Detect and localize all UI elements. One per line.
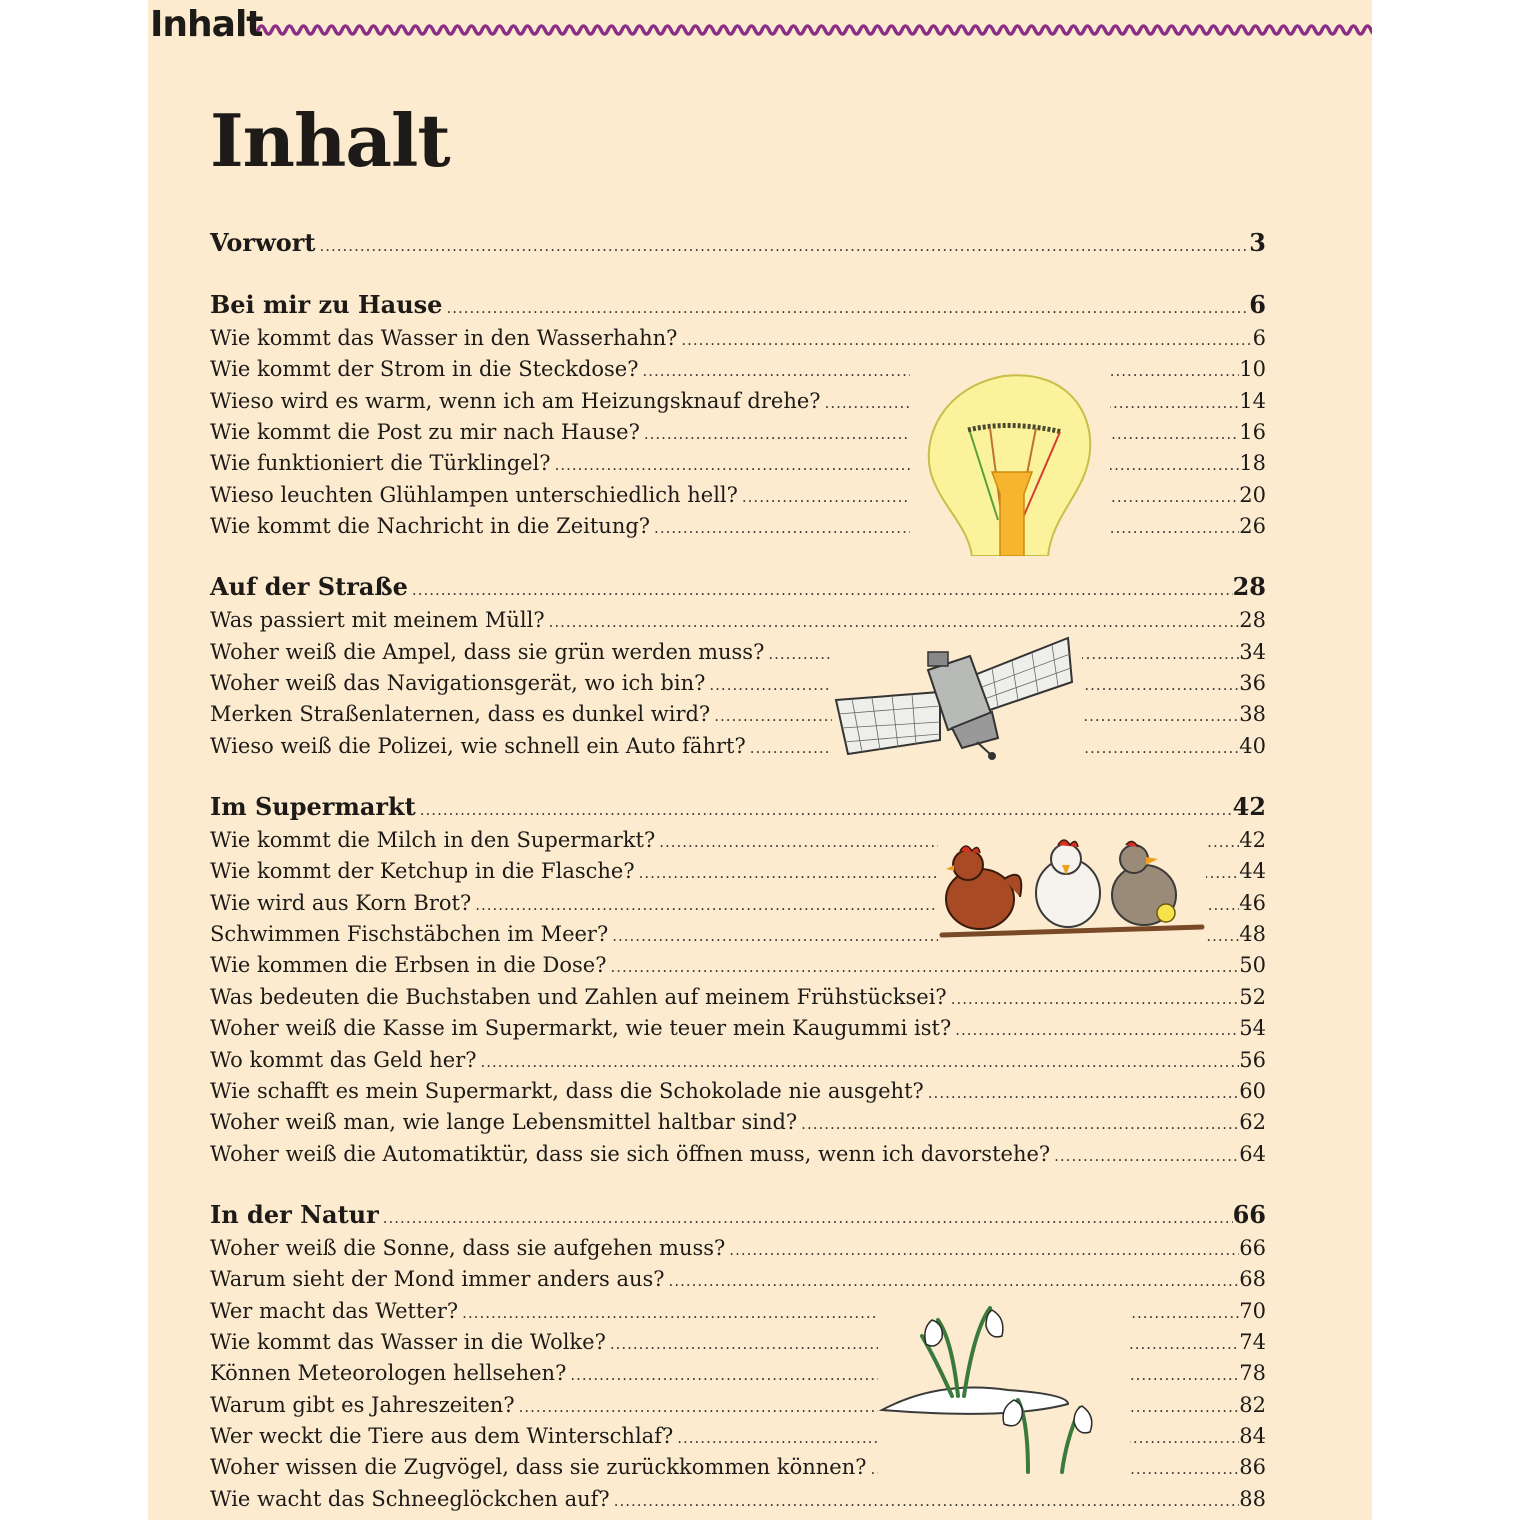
toc-entry-page: 20 xyxy=(1239,483,1266,507)
toc-entry-page: 56 xyxy=(1239,1048,1266,1072)
toc-entry-label: Wie kommt der Strom in die Steckdose? xyxy=(210,357,639,381)
toc-entry-page: 54 xyxy=(1239,1016,1266,1040)
page-title: Inhalt xyxy=(210,98,450,183)
toc-entry-page: 40 xyxy=(1239,734,1266,758)
dot-leader xyxy=(545,613,1240,631)
toc-section-heading[interactable] xyxy=(210,290,1266,324)
toc-section-page: 3 xyxy=(1249,228,1266,257)
toc-entry-page: 14 xyxy=(1239,389,1266,413)
toc-entry-label: Wie kommt das Wasser in den Wasserhahn? xyxy=(210,326,678,350)
dot-leader xyxy=(951,1021,1239,1039)
toc-entry-label: Wie kommt das Wasser in die Wolke? xyxy=(210,1330,606,1354)
toc-entry[interactable] xyxy=(210,1079,1266,1109)
toc-section-label: Im Supermarkt xyxy=(210,792,416,821)
dot-leader xyxy=(1050,1147,1239,1165)
dot-leader xyxy=(725,1241,1239,1259)
toc-entry-page: 66 xyxy=(1239,1236,1266,1260)
toc-entry-page: 26 xyxy=(1239,514,1266,538)
toc-entry-label: Wie kommt der Ketchup in die Flasche? xyxy=(210,859,635,883)
toc-entry-label: Wieso wird es warm, wenn ich am Heizungsknauf drehe? xyxy=(210,389,821,413)
toc-entry-label: Wie wacht das Schneeglöckchen auf? xyxy=(210,1487,610,1511)
toc-entry-label: Wer weckt die Tiere aus dem Winterschlaf? xyxy=(210,1424,674,1448)
toc-entry-label: Woher weiß die Ampel, dass sie grün werden muss? xyxy=(210,640,765,664)
dot-leader xyxy=(947,990,1240,1008)
dot-leader xyxy=(665,1272,1240,1290)
toc-entry[interactable] xyxy=(210,326,1266,356)
toc-entry-label: Was passiert mit meinem Müll? xyxy=(210,608,545,632)
toc-entry-label: Was bedeuten die Buchstaben und Zahlen auf meinem Frühstücksei? xyxy=(210,985,947,1009)
satellite-icon xyxy=(832,630,1082,760)
toc-entry[interactable] xyxy=(210,734,1266,764)
book-page xyxy=(148,0,1372,1520)
lightbulb-icon xyxy=(910,370,1110,556)
toc-entry-page: 42 xyxy=(1239,828,1266,852)
dot-leader xyxy=(797,1115,1239,1133)
toc-entry[interactable] xyxy=(210,1236,1266,1266)
toc-section-label: Bei mir zu Hause xyxy=(210,290,443,319)
wavy-line-decoration xyxy=(256,18,1372,42)
toc-entry-page: 88 xyxy=(1239,1487,1266,1511)
running-header: Inhalt xyxy=(150,4,263,45)
toc-entry-label: Woher weiß das Navigationsgerät, wo ich bin? xyxy=(210,671,706,695)
toc-entry-page: 78 xyxy=(1239,1361,1266,1385)
toc-section-page: 42 xyxy=(1232,792,1266,821)
toc-entry-label: Woher wissen die Zugvögel, dass sie zurückkommen können? xyxy=(210,1455,867,1479)
toc-entry-label: Schwimmen Fischstäbchen im Meer? xyxy=(210,922,609,946)
toc-entry-page: 60 xyxy=(1239,1079,1266,1103)
toc-entry-label: Wer macht das Wetter? xyxy=(210,1299,459,1323)
dot-leader xyxy=(408,581,1233,599)
toc-section-label: Auf der Straße xyxy=(210,572,408,601)
toc-section-heading[interactable] xyxy=(210,792,1266,826)
toc-entry-page: 38 xyxy=(1239,702,1266,726)
dot-leader xyxy=(924,1084,1239,1102)
dot-leader xyxy=(515,1398,1240,1416)
toc-entry-page: 44 xyxy=(1239,859,1266,883)
dot-leader xyxy=(416,801,1233,819)
dot-leader xyxy=(677,331,1252,349)
toc-entry-label: Wie funktioniert die Türklingel? xyxy=(210,451,551,475)
toc-section-label: Vorwort xyxy=(210,228,316,257)
toc-entry-label: Warum gibt es Jahreszeiten? xyxy=(210,1393,515,1417)
toc-entry-label: Wieso weiß die Polizei, wie schnell ein Auto fährt? xyxy=(210,734,746,758)
toc-entry[interactable] xyxy=(210,671,1266,701)
toc-foreword[interactable] xyxy=(210,228,1266,262)
toc-entry-label: Woher weiß die Kasse im Supermarkt, wie teuer mein Kaugummi ist? xyxy=(210,1016,952,1040)
toc-entry-label: Wie kommt die Milch in den Supermarkt? xyxy=(210,828,656,852)
toc-entry[interactable] xyxy=(210,640,1266,670)
toc-section-label: In der Natur xyxy=(210,1200,379,1229)
toc-entry-label: Können Meteorologen hellsehen? xyxy=(210,1361,567,1385)
toc-entry-label: Warum sieht der Mond immer anders aus? xyxy=(210,1267,665,1291)
toc-entry-page: 10 xyxy=(1239,357,1266,381)
toc-entry-label: Wie schafft es mein Supermarkt, dass die Schokolade nie ausgeht? xyxy=(210,1079,924,1103)
toc-entry[interactable] xyxy=(210,1110,1266,1140)
toc-entry-page: 86 xyxy=(1239,1455,1266,1479)
toc-entry-label: Wie kommen die Erbsen in die Dose? xyxy=(210,953,607,977)
toc-section-heading[interactable] xyxy=(210,572,1266,606)
toc-entry-page: 74 xyxy=(1239,1330,1266,1354)
toc-entry-page: 28 xyxy=(1239,608,1266,632)
toc-entry-page: 16 xyxy=(1239,420,1266,444)
toc-entry-page: 34 xyxy=(1239,640,1266,664)
toc-entry-page: 50 xyxy=(1239,953,1266,977)
toc-entry-page: 68 xyxy=(1239,1267,1266,1291)
toc-entry-page: 62 xyxy=(1239,1110,1266,1134)
toc-entry[interactable] xyxy=(210,1267,1266,1297)
toc-entry-label: Wie wird aus Korn Brot? xyxy=(210,891,472,915)
toc-entry[interactable] xyxy=(210,1048,1266,1078)
dot-leader xyxy=(606,958,1239,976)
toc-section-heading[interactable] xyxy=(210,1200,1266,1234)
toc-entry-page: 18 xyxy=(1239,451,1266,475)
chickens-icon xyxy=(938,835,1206,945)
toc-entry-page: 82 xyxy=(1239,1393,1266,1417)
toc-entry-label: Woher weiß die Automatiktür, dass sie sich öffnen muss, wenn ich davorstehe? xyxy=(210,1142,1051,1166)
toc-entry-label: Wo kommt das Geld her? xyxy=(210,1048,477,1072)
toc-entry-label: Wieso leuchten Glühlampen unterschiedlich hell? xyxy=(210,483,738,507)
toc-entry-page: 6 xyxy=(1252,326,1266,350)
toc-entry-page: 36 xyxy=(1239,671,1266,695)
toc-entry-page: 64 xyxy=(1239,1142,1266,1166)
dot-leader xyxy=(610,1492,1240,1510)
toc-entry-page: 46 xyxy=(1239,891,1266,915)
toc-entry-label: Wie kommt die Post zu mir nach Hause? xyxy=(210,420,640,444)
toc-entry-label: Woher weiß man, wie lange Lebensmittel haltbar sind? xyxy=(210,1110,798,1134)
toc-section-page: 28 xyxy=(1232,572,1266,601)
toc-entry-label: Merken Straßenlaternen, dass es dunkel wird? xyxy=(210,702,711,726)
toc-entry-label: Wie kommt die Nachricht in die Zeitung? xyxy=(210,514,651,538)
toc-entry-page: 52 xyxy=(1239,985,1266,1009)
toc-entry[interactable] xyxy=(210,985,1266,1015)
snowdrops-icon xyxy=(878,1300,1130,1494)
dot-leader xyxy=(551,456,1240,474)
toc-entry[interactable] xyxy=(210,1016,1266,1046)
toc-entry[interactable] xyxy=(210,702,1266,732)
dot-leader xyxy=(315,237,1249,255)
toc-entry[interactable] xyxy=(210,953,1266,983)
toc-entry-page: 84 xyxy=(1239,1424,1266,1448)
toc-entry[interactable] xyxy=(210,1142,1266,1172)
toc-entry-label: Woher weiß die Sonne, dass sie aufgehen muss? xyxy=(210,1236,726,1260)
toc-entry[interactable] xyxy=(210,608,1266,638)
toc-entry-page: 70 xyxy=(1239,1299,1266,1323)
toc-section-page: 6 xyxy=(1249,290,1266,319)
dot-leader xyxy=(477,1053,1240,1071)
dot-leader xyxy=(442,299,1249,317)
dot-leader xyxy=(379,1209,1233,1227)
toc-section-page: 66 xyxy=(1232,1200,1266,1229)
toc-entry-page: 48 xyxy=(1239,922,1266,946)
